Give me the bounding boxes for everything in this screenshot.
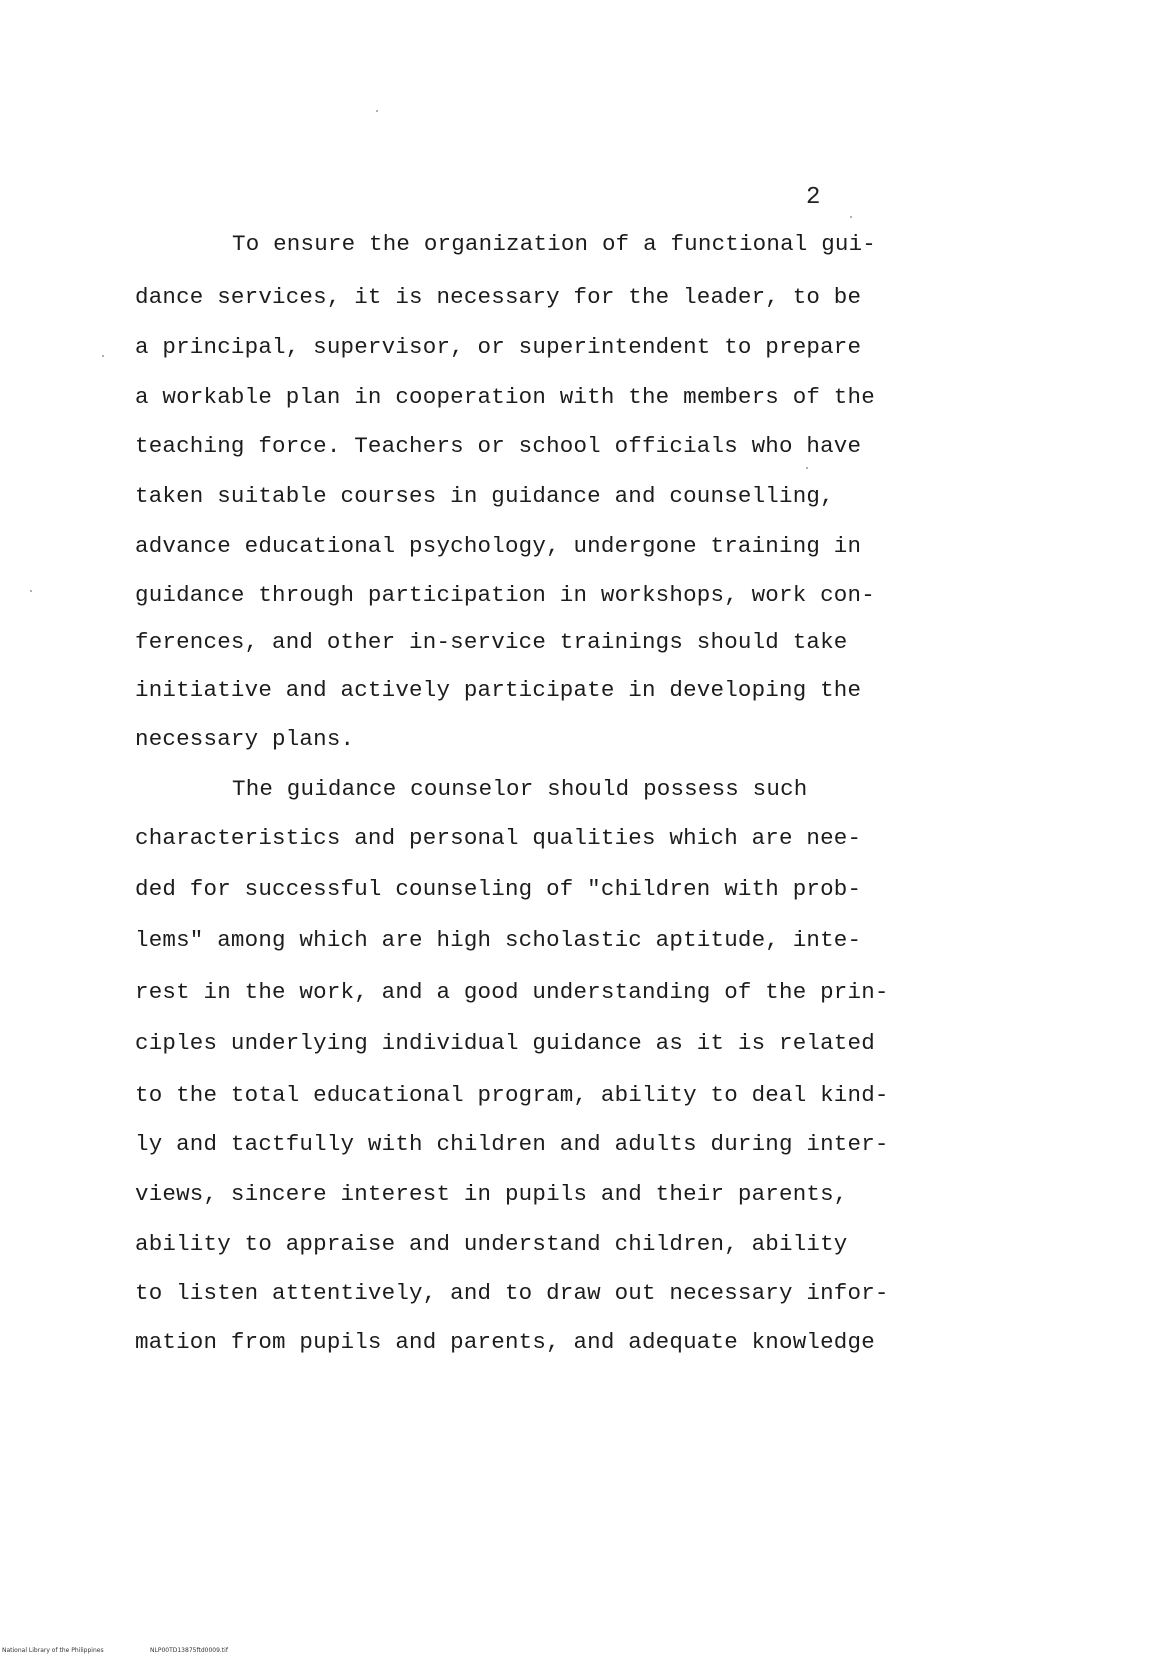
scan-speck bbox=[376, 110, 378, 112]
scan-speck bbox=[102, 355, 104, 357]
text-line: ferences, and other in-service trainings should take bbox=[135, 629, 848, 655]
text-line: to listen attentively, and to draw out necessary infor- bbox=[135, 1280, 889, 1306]
text-line: ly and tactfully with children and adults during inter- bbox=[135, 1131, 889, 1157]
text-line: initiative and actively participate in developing the bbox=[135, 677, 862, 703]
text-line: guidance through participation in workshops, work con- bbox=[135, 582, 875, 608]
scan-speck bbox=[850, 216, 852, 218]
text-line: a workable plan in cooperation with the members of the bbox=[135, 384, 875, 410]
footer-library: National Library of the Philippines bbox=[2, 1647, 104, 1654]
text-line: rest in the work, and a good understanding of the prin- bbox=[135, 979, 889, 1005]
page-number: 2 bbox=[806, 184, 821, 211]
text-line: advance educational psychology, undergone training in bbox=[135, 533, 862, 559]
text-line: teaching force. Teachers or school officials who have bbox=[135, 433, 862, 459]
text-line: mation from pupils and parents, and adequate knowledge bbox=[135, 1329, 875, 1355]
text-line: ability to appraise and understand children, ability bbox=[135, 1231, 848, 1257]
text-line: dance services, it is necessary for the leader, to be bbox=[135, 284, 862, 310]
text-line: To ensure the organization of a functional gui- bbox=[232, 231, 877, 257]
text-line: lems" among which are high scholastic aptitude, inte- bbox=[135, 927, 862, 953]
text-line: taken suitable courses in guidance and counselling, bbox=[135, 483, 834, 509]
text-line: views, sincere interest in pupils and their parents, bbox=[135, 1181, 848, 1207]
scan-speck bbox=[30, 590, 32, 592]
scan-speck bbox=[806, 467, 808, 469]
text-line: The guidance counselor should possess such bbox=[232, 776, 808, 802]
text-line: characteristics and personal qualities which are nee- bbox=[135, 825, 862, 851]
footer-filename: NLP00TD13875ftd0009.tif bbox=[150, 1647, 228, 1654]
text-line: ded for successful counseling of "children with prob- bbox=[135, 876, 862, 902]
text-line: ciples underlying individual guidance as it is related bbox=[135, 1030, 875, 1056]
text-line: a principal, supervisor, or superintendent to prepare bbox=[135, 334, 862, 360]
text-line: to the total educational program, ability to deal kind- bbox=[135, 1082, 889, 1108]
text-line: necessary plans. bbox=[135, 726, 355, 752]
